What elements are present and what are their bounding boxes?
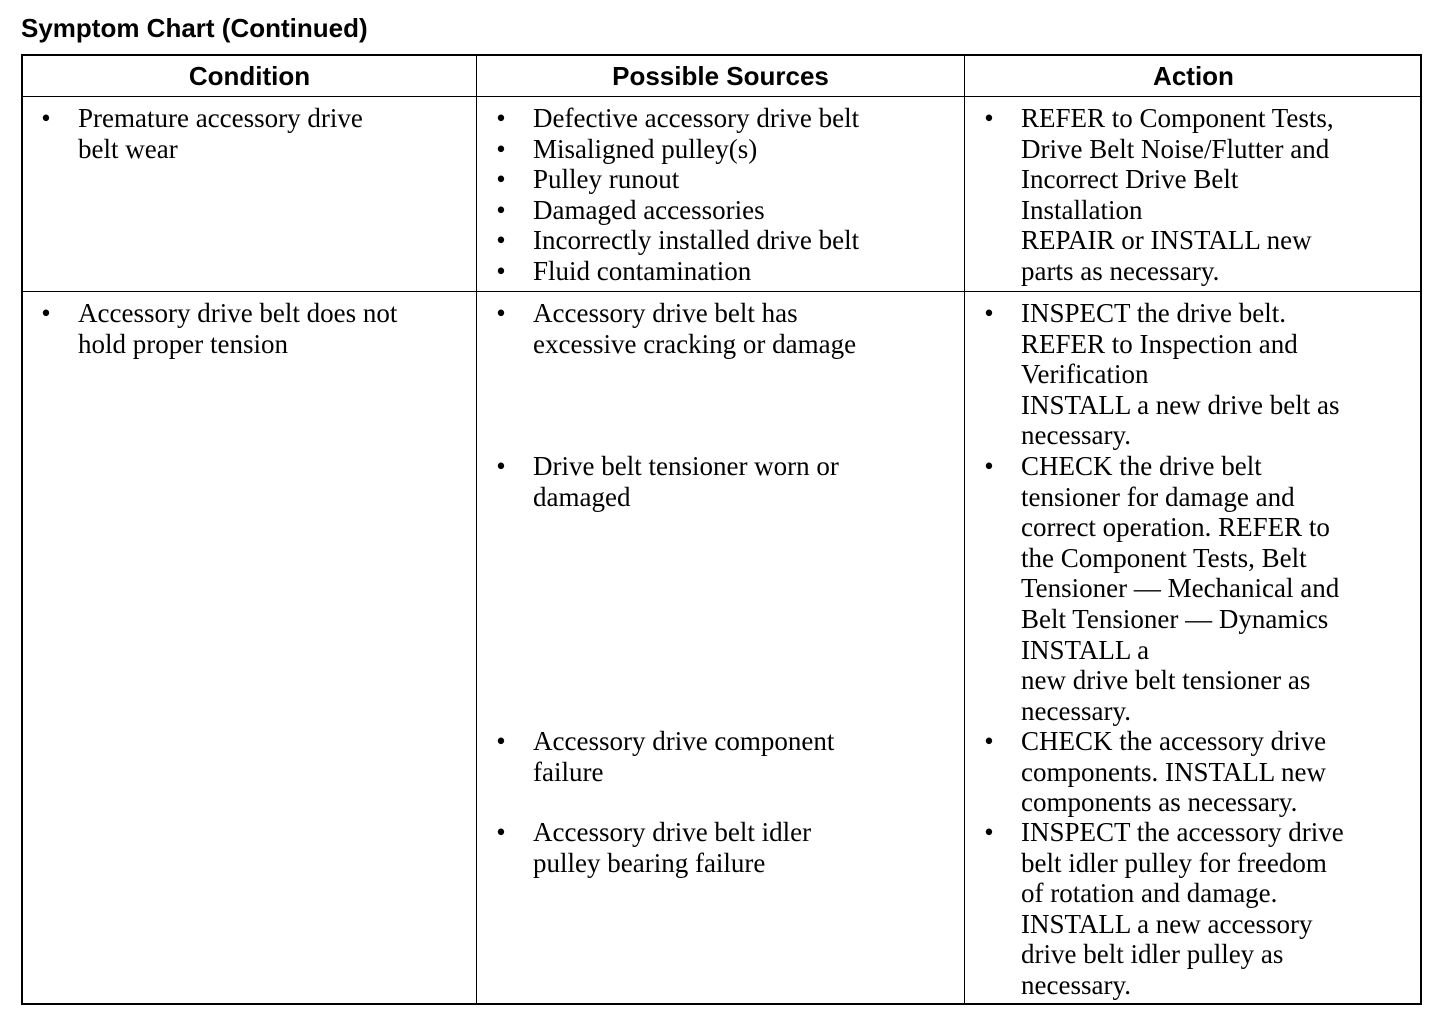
list-item: • Defective accessory drive belt	[496, 103, 860, 133]
list-item: • Premature accessory drive belt wear	[78, 103, 363, 164]
row2-source-4	[496, 817, 812, 878]
list-item: • Accessory drive belt does not hold proper tension	[41, 298, 398, 359]
row2-source-1	[496, 298, 857, 359]
list-item: • Accessory drive belt has excessive cracking or damage	[496, 298, 857, 359]
list-item: • Damaged accessories	[496, 194, 765, 225]
list-item: • Pulley runout	[496, 164, 680, 195]
row2-action-3	[984, 726, 1327, 818]
bullet: •	[41, 103, 51, 133]
column-divider	[964, 56, 965, 1003]
row2-action-2	[984, 451, 1340, 726]
list-item: • INSPECT the accessory drive belt idler pulley for freedom of rotation and damage. INSTALL a new accessory drive belt idler pulley as necessary.	[984, 817, 1344, 1000]
list-item: • CHECK the drive belt tensioner for damage and correct operation. REFER to the Component Tests, Belt Tensioner — Mechanical and Belt Tensioner — Dynamics INSTALL a new drive belt tensioner as necessary.	[984, 451, 1340, 726]
list-item: • Drive belt tensioner worn or damaged	[496, 451, 839, 512]
list-item: • Fluid contamination	[496, 255, 752, 286]
column-divider	[476, 56, 477, 1003]
list-item: • Incorrectly installed drive belt	[496, 225, 860, 256]
row2-action-1	[984, 298, 1340, 451]
list-item: • Accessory drive belt idler pulley bearing failure	[496, 817, 812, 878]
row1-action	[984, 103, 1334, 287]
page-title: Symptom Chart (Continued)	[21, 13, 368, 43]
column-header-possible-sources: Possible Sources	[612, 61, 829, 91]
column-header-action: Action	[1153, 61, 1234, 91]
list-item: • Misaligned pulley(s)	[496, 133, 758, 164]
list-item: • REFER to Component Tests, Drive Belt Noise/Flutter and Incorrect Drive Belt Installation REPAIR or INSTALL new parts as necessary.	[984, 103, 1334, 286]
row2-source-2	[496, 451, 839, 512]
list-item: • INSPECT the drive belt. REFER to Inspection and Verification INSTALL a new drive belt as necessary.	[984, 298, 1340, 451]
row2-source-3	[496, 726, 835, 787]
row-divider	[23, 291, 1420, 292]
row2-action-4	[984, 817, 1344, 1001]
row2-condition	[41, 298, 398, 359]
symptom-chart-table	[21, 54, 1422, 1005]
row1-sources	[496, 103, 860, 287]
list-item: • CHECK the accessory drive components. INSTALL new components as necessary.	[984, 726, 1327, 818]
list-item: • Accessory drive component failure	[496, 726, 835, 787]
column-header-condition: Condition	[188, 61, 311, 91]
row1-condition	[41, 103, 363, 164]
